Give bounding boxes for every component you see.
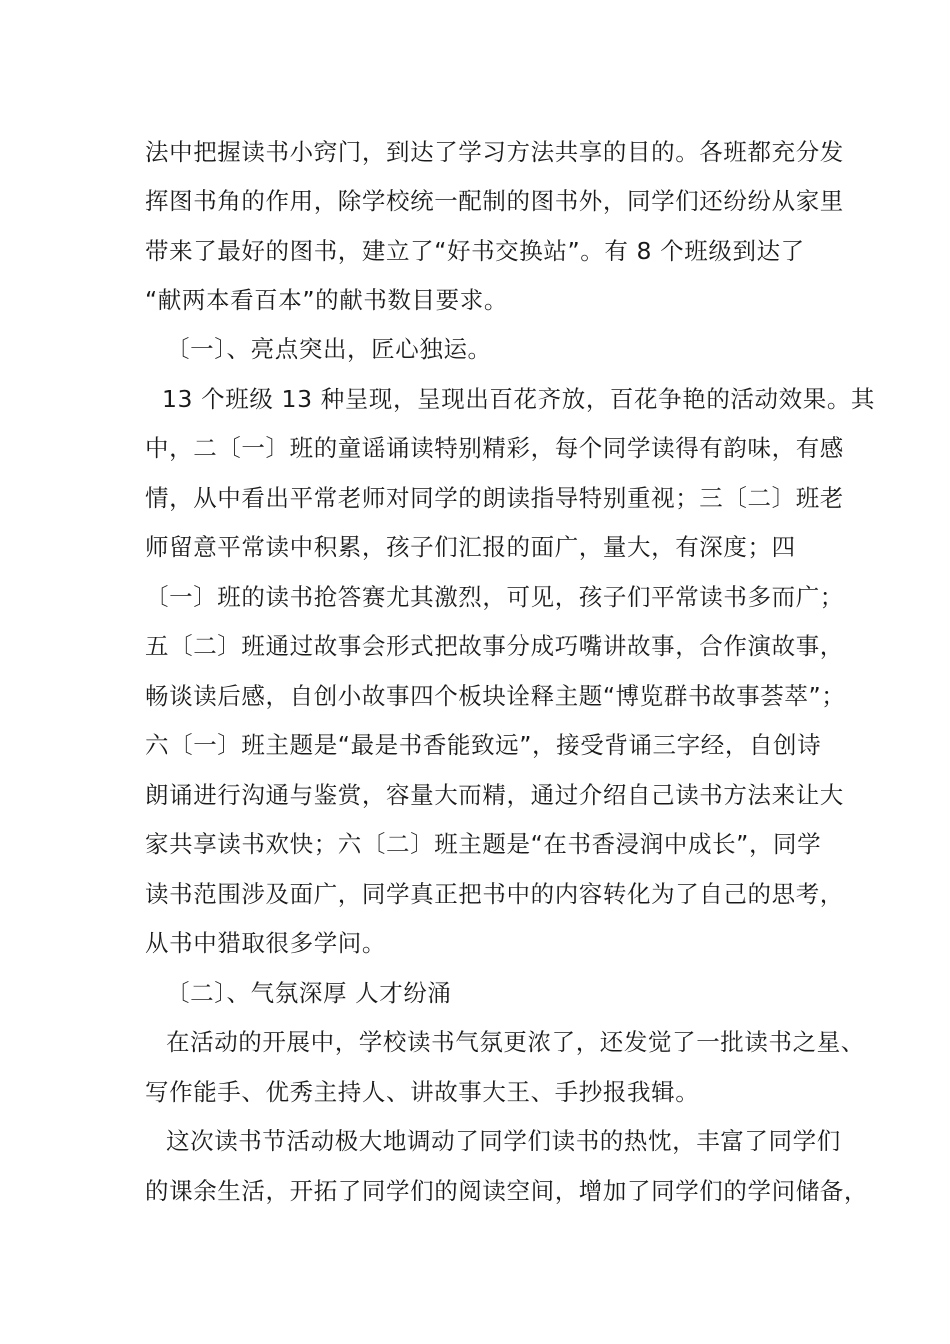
text-line: 家共享读书欢快；六〔二〕班主题是“在书香浸润中成长”，同学 xyxy=(145,830,822,858)
text-line: 从书中猎取很多学问。 xyxy=(145,929,386,957)
text-line: 畅谈读后感，自创小故事四个板块诠释主题“博览群书故事荟萃”； xyxy=(145,682,846,710)
section-heading: 〔一〕、亮点突出，匠心独运。 xyxy=(166,335,492,363)
text-line: 在活动的开展中，学校读书气氛更浓了，还发觉了一批读书之星、 xyxy=(166,1028,865,1056)
text-line: 〔一〕班的读书抢答赛尤其激烈，可见，孩子们平常读书多而广； xyxy=(145,583,844,611)
text-line: 的课余生活，开拓了同学们的阅读空间，增加了同学们的学问储备， xyxy=(145,1177,868,1205)
text-line: 读书范围涉及面广，同学真正把书中的内容转化为了自己的思考， xyxy=(145,880,844,908)
text-line: 师留意平常读中积累，孩子们汇报的面广，量大，有深度；四 xyxy=(145,533,796,561)
text-line: 五〔二〕班通过故事会形式把故事分成巧嘴讲故事，合作演故事， xyxy=(145,632,844,660)
text-line: 挥图书角的作用，除学校统一配制的图书外，同学们还纷纷从家里 xyxy=(145,187,844,215)
text-line: 带来了最好的图书，建立了“好书交换站”。有 8 个班级到达了 xyxy=(145,237,805,265)
text-line: 13 个班级 13 种呈现，呈现出百花齐放，百花争艳的活动效果。其 xyxy=(162,385,876,413)
text-line: 中，二〔一〕班的童谣诵读特别精彩，每个同学读得有韵味，有感 xyxy=(145,434,844,462)
text-line: 法中把握读书小窍门，到达了学习方法共享的目的。各班都充分发 xyxy=(145,138,844,166)
section-heading: 〔二〕、气氛深厚 人才纷涌 xyxy=(166,979,452,1007)
text-line: 这次读书节活动极大地调动了同学们读书的热忱，丰富了同学们 xyxy=(166,1127,841,1155)
text-line: 写作能手、优秀主持人、讲故事大王、手抄报我辑。 xyxy=(145,1078,700,1106)
text-line: 情，从中看出平常老师对同学的朗读指导特别重视；三〔二〕班老 xyxy=(145,484,844,512)
text-line: “献两本看百本”的献书数目要求。 xyxy=(145,286,508,314)
text-line: 六〔一〕班主题是“最是书香能致远”，接受背诵三字经，自创诗 xyxy=(145,731,822,759)
text-line: 朗诵进行沟通与鉴赏，容量大而精，通过介绍自己读书方法来让大 xyxy=(145,781,844,809)
